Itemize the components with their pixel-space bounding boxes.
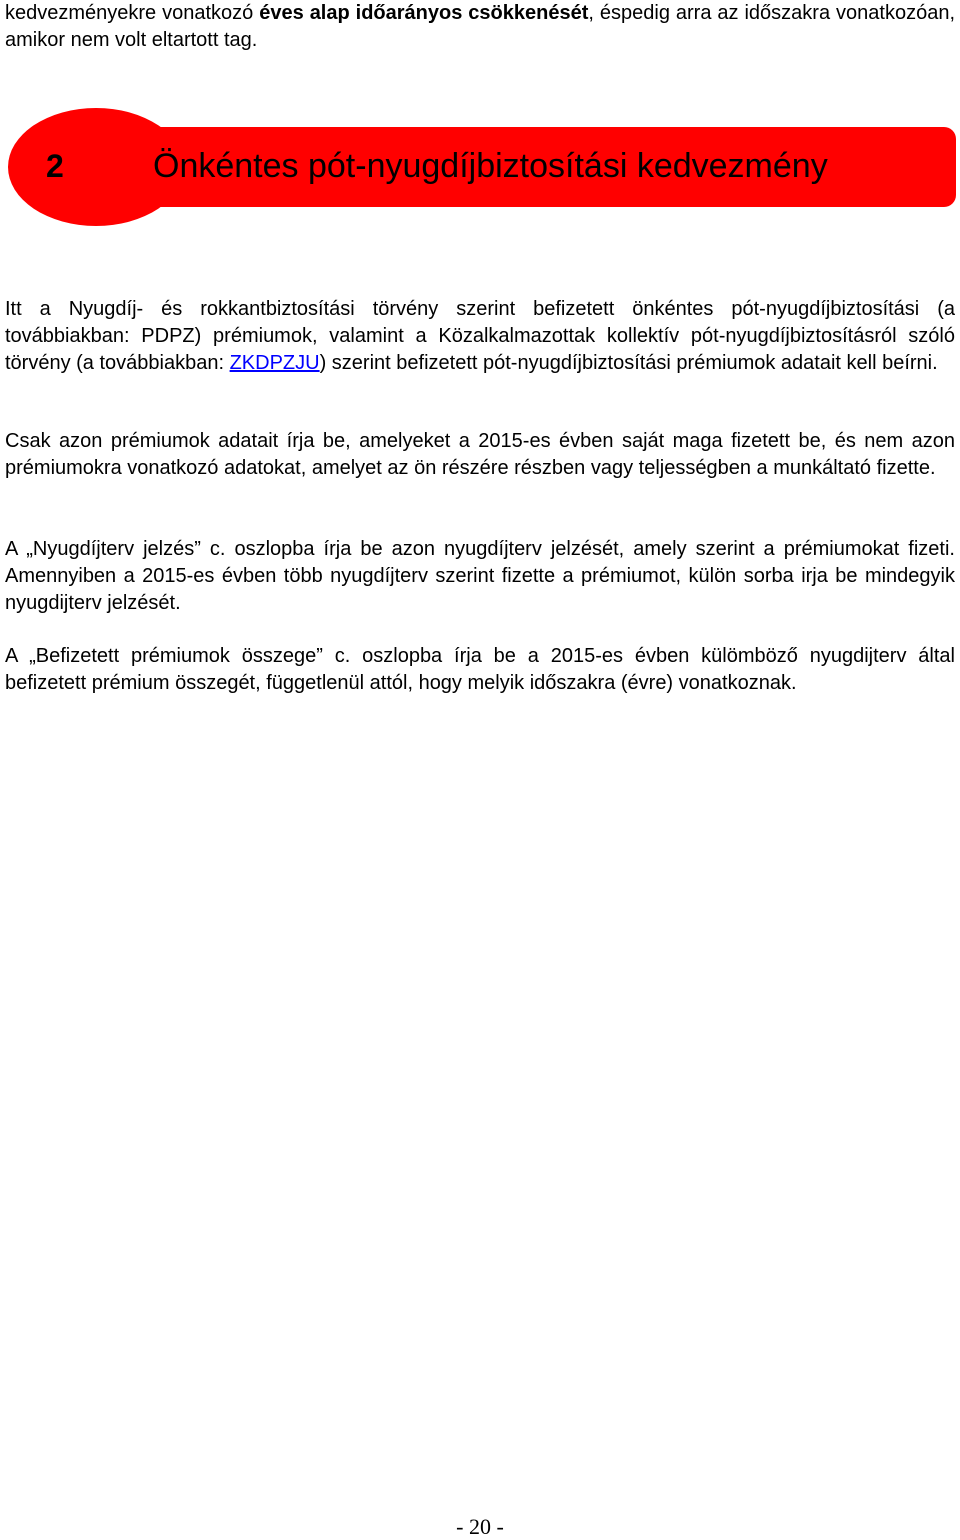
- paragraph-pdpz-text-before: Itt a Nyugdíj- és rokkantbiztosítási törvény szerint befizetett önkéntes pót-nyugdíjbiztosítási (a továbbiakban: PDPZ) prémiumok, valamint a Közalkalmazottak kollektív pót-nyugdíjbiztosításról szóló törvény (a továbbiakban:: [5, 298, 955, 374]
- intro-bold-text: éves alap időarányos csökkenését: [259, 2, 589, 24]
- section-banner: [8, 108, 958, 226]
- page-number: - 20 -: [456, 1514, 504, 1539]
- section-title: Önkéntes pót-nyugdíjbiztosítási kedvezmény: [153, 147, 828, 185]
- zkdpzju-link[interactable]: ZKDPZJU: [229, 352, 320, 374]
- paragraph-own-premiums: Csak azon prémiumok adatait írja be, amelyeket a 2015-es évben saját maga fizetett be, és nem azon prémiumokra vonatkozó adatokat, amelyet az ön részére részben vagy teljességben a munkáltató fizette.: [5, 430, 955, 479]
- paragraph-pdpz: [5, 296, 955, 377]
- paragraph-pdpz-text-after: ) szerint befizetett pót-nyugdíjbiztosítási prémiumok adatait kell beírni.: [319, 352, 938, 374]
- paragraph-premium-amount: A „Befizetett prémiumok összege” c. oszlopba írja be a 2015-es évben külömböző nyugdijterv által befizetett prémium összegét, függetlenül attól, hogy melyik időszakra (évre) vonatkoznak.: [5, 645, 955, 694]
- section-number: 2: [46, 148, 64, 184]
- intro-text-before: kedvezményekre vonatkozó: [5, 2, 260, 24]
- paragraph-pension-plan-id: A „Nyugdíjterv jelzés” c. oszlopba írja be azon nyugdíjterv jelzését, amely szerint a prémiumokat fizeti. Amennyiben a 2015-es évben több nyugdíjterv szerint fizette a prémiumot, külön sorba irja be mindegyik nyugdijterv jelzését.: [5, 538, 955, 614]
- intro-paragraph: [5, 0, 955, 54]
- intro-text-after: , éspedig arra az időszakra vonatkozóan, amikor nem volt eltartott tag.: [5, 2, 955, 51]
